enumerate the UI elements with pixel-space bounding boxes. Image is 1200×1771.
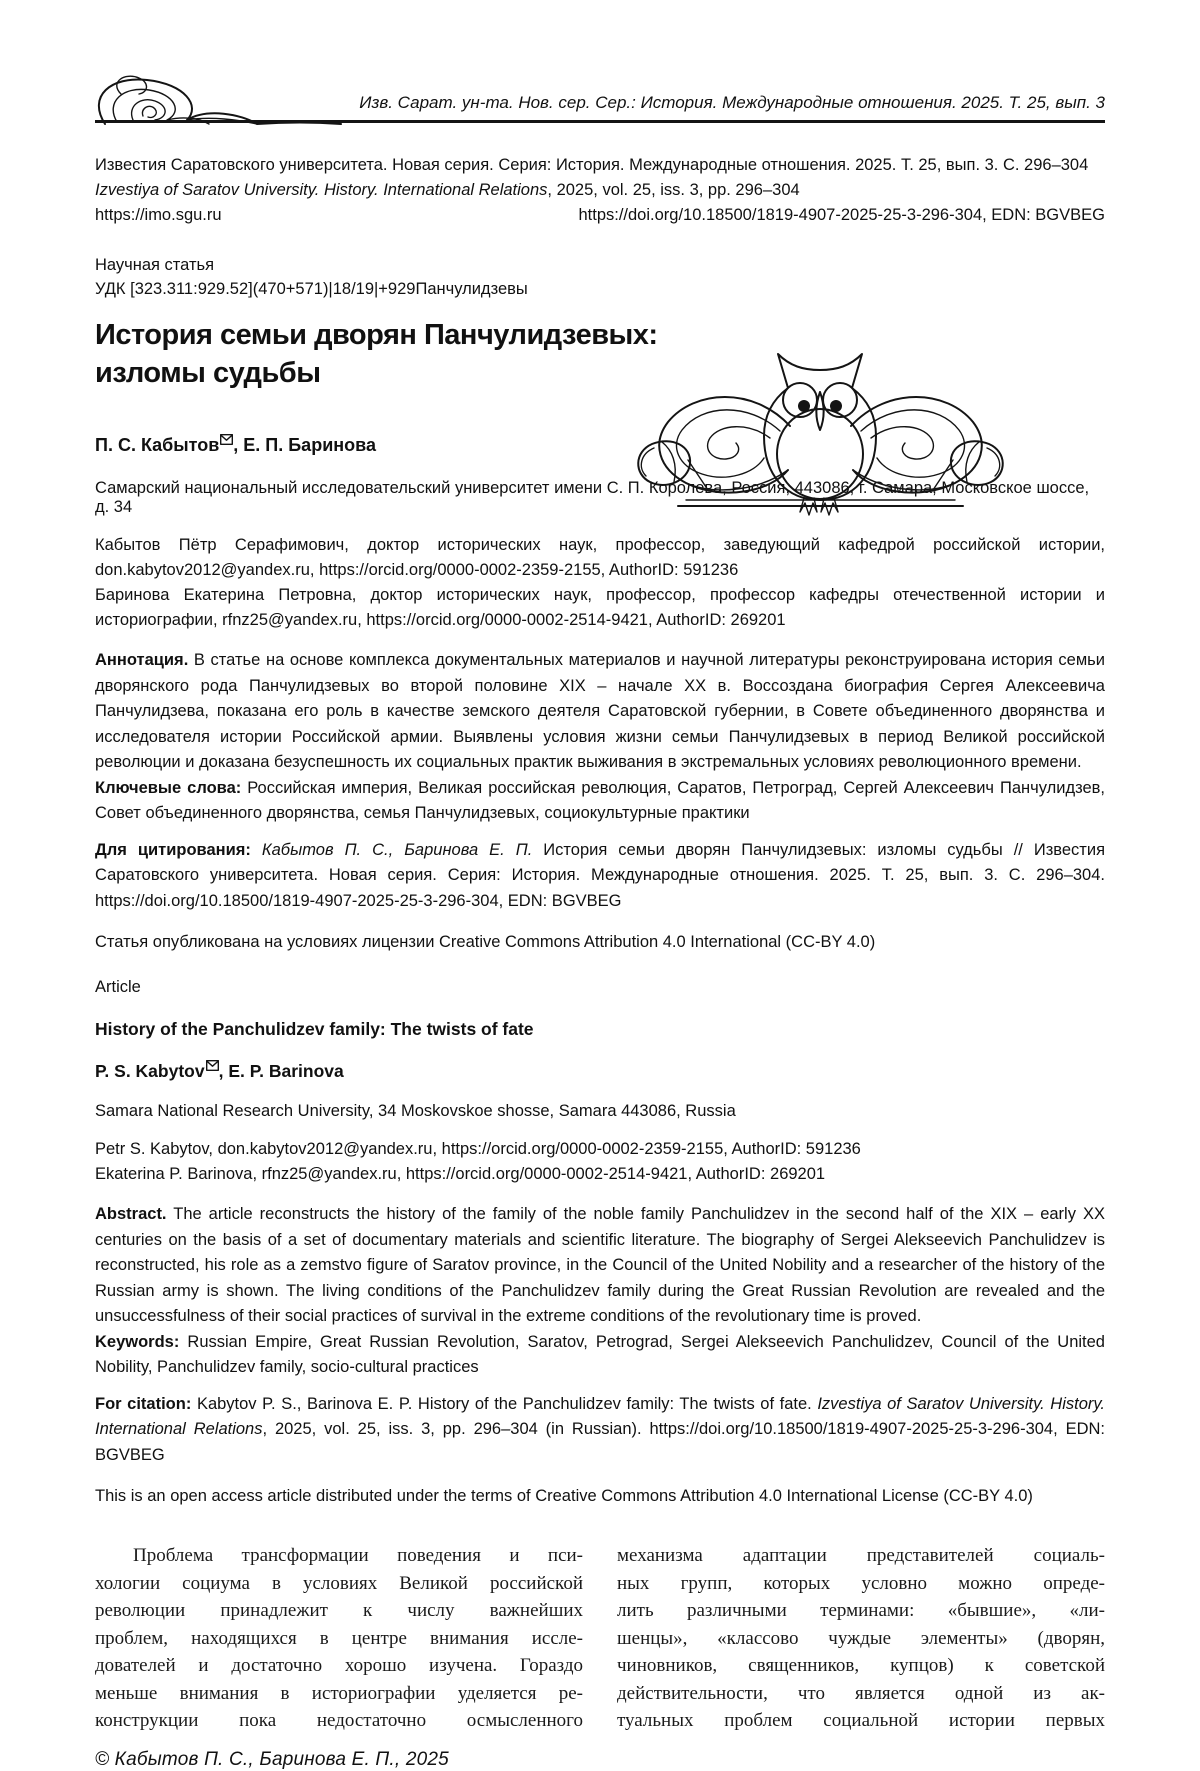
body-line: туальных проблем социальной истории первых (617, 1710, 1105, 1731)
license-en: This is an open access article distributed under the terms of Creative Commons Attribution 4.0 International License (CC-BY 4.0) (95, 1487, 1033, 1505)
art-nouveau-ornament-icon (91, 74, 341, 130)
affiliation-en: Samara National Research University, 34 Moskovskoe shosse, Samara 443086, Russia (95, 1102, 736, 1120)
body-line: Проблема трансформации поведения и пси- (133, 1545, 583, 1566)
body-column-left (95, 1542, 583, 1735)
udc-line: УДК [323.311:929.52](470+571)|18/19|+929Панчулидзевы (95, 280, 528, 298)
body-column-right (617, 1542, 1105, 1735)
article-type-label: Научная статья (95, 256, 215, 274)
article-type-en: Article (95, 978, 141, 996)
article-title-ru: История семьи дворян Панчулидзевых: изломы судьбы (95, 319, 658, 389)
envelope-icon (206, 1060, 219, 1071)
body-line: проблем, находящихся в центре внимания иссле- (95, 1627, 583, 1649)
authors-ru: П. С. Кабытов , Е. П. Баринова (95, 435, 376, 455)
body-line: конструкции пока недостаточно осмысленного (95, 1710, 583, 1731)
masthead-ru-line: Известия Саратовского университета. Новая серия. Серия: История. Международные отношения. 2025. Т. 25, вып. 3. С. 296–304 (95, 156, 1089, 174)
body-line: ных групп, которых условно можно опреде- (617, 1572, 1105, 1594)
author2-info-en: Ekaterina P. Barinova, rfnz25@yandex.ru, https://orcid.org/0000-0002-2514-9421, AuthorID: 269201 (95, 1165, 826, 1183)
body-line: шенцы», «классово чуждые элементы» (дворян, (617, 1627, 1105, 1649)
affiliation-ru: Самарский национальный исследовательский университет имени С. П. Королева, Россия, 443086, г. Самара, Московское шоссе, д. 34 (95, 479, 1090, 516)
body-line: чиновников, священников, купцов) к советской (617, 1655, 1105, 1676)
abstract-ru: Аннотация. В статье на основе комплекса документальных материалов и научной литературы реконструирована история семьи дворянского рода Панчулидзевых во второй половине XIX – начале XX в. Воссоздана биография Сергея Алексеевича Панчулидзева, показана его роль в качестве земского деятеля Саратовской губернии, в Совете объединенного дворянства и исследователя истории Российской армии. Выявлены условия жизни семьи Панчулидзевых в период Великой российской революции и доказана безуспешность их социальных практик выживания в экстремальных условиях революционного времени. (95, 651, 1105, 771)
body-line: механизма адаптации представителей социаль- (617, 1545, 1105, 1566)
authors-en: P. S. Kabytov , E. P. Barinova (95, 1061, 344, 1081)
running-head (95, 74, 1105, 123)
body-line: революции принадлежит к числу важнейших (95, 1600, 583, 1621)
envelope-icon (220, 434, 233, 445)
citation-en: For citation: Kabytov P. S., Barinova E. P. History of the Panchulidzev family: The twists of fate. Izvestiya of Saratov University. History. International Relations, 2025, vol. 25, iss. 3, pp. 296–304 (in Russian). https://doi.org/10.18500/1819-4907-2025-25-3-296-304, EDN: BGVBEG (95, 1394, 1106, 1464)
citation-ru: Для цитирования: Кабытов П. С., Баринова Е. П. История семьи дворян Панчулидзевых: изломы судьбы // Известия Саратовского университета. Новая серия. Серия: История. Международные отношения. 2025. Т. 25, вып. 3. С. 296–304. https://doi.org/10.18500/1819-4907-2025-25-3-296-304, EDN: BGVBEG (95, 840, 1105, 910)
abstract-en: Abstract. The article reconstructs the history of the family of the noble family Panchulidzev in the second half of the XIX – early XX centuries on the basis of a set of documentary materials and scientific literature. The biography of Sergei Alekseevich Panchulidzev is reconstructed, his role as a zemstvo figure of Saratov province, in the Council of the United Nobility and a researcher of the history of the Russian army is shown. The living conditions of the Panchulidzev family during the Great Russian Revolution are revealed and the unsuccessfulness of their social practices of survival in the extreme conditions of the revolutionary time is proved. (95, 1205, 1105, 1325)
body-line: хологии социума в условиях Великой российской (95, 1572, 583, 1594)
body-line: лить различными терминами: «бывшие», «ли- (617, 1600, 1105, 1621)
masthead (95, 153, 1105, 228)
doi-edn-link[interactable]: https://doi.org/10.18500/1819-4907-2025-25-3-296-304, EDN: BGVBEG (578, 206, 1105, 224)
masthead-en-line: Izvestiya of Saratov University. History. International Relations, 2025, vol. 25, iss. 3, pp. 296–304 (95, 181, 800, 199)
article-type-block (95, 253, 1105, 301)
journal-page (0, 74, 1200, 1771)
article-title-en: History of the Panchulidzev family: The twists of fate (95, 1019, 534, 1039)
author1-info-en: Petr S. Kabytov, don.kabytov2012@yandex.ru, https://orcid.org/0000-0002-2359-2155, AuthorID: 591236 (95, 1140, 861, 1158)
owl-illustration (628, 330, 1013, 522)
keywords-ru: Ключевые слова: Российская империя, Великая российская революция, Саратов, Петроград, Сергей Алексеевич Панчулидзев, Совет объединенного дворянства, семья Панчулидзевых, социокультурные практики (95, 778, 1105, 822)
author1-info-ru: Кабытов Пётр Серафимович, доктор исторических наук, профессор, заведующий кафедрой российской истории, don.kabytov2012@yandex.ru, https://orcid.org/0000-0002-2359-2155, AuthorID: 591236 (95, 536, 1105, 579)
body-line: дователей и достаточно хорошо изучена. Гораздо (95, 1655, 583, 1676)
body-line: действительности, что является одной из ак- (617, 1682, 1105, 1704)
running-head-text: Изв. Сарат. ун-та. Нов. сер. Сер.: История. Международные отношения. 2025. Т. 25, вып. 3 (359, 93, 1105, 112)
article-body (95, 1542, 1105, 1735)
body-line: меньше внимания в историографии уделяется ре- (95, 1682, 583, 1704)
author2-info-ru: Баринова Екатерина Петровна, доктор исторических наук, профессор, профессор кафедры отечественной истории и историографии, rfnz25@yandex.ru, https://orcid.org/0000-0002-2514-9421, AuthorID: 269201 (95, 586, 1105, 629)
journal-site-link[interactable]: https://imo.sgu.ru (95, 206, 222, 224)
copyright-line: © Кабытов П. С., Баринова Е. П., 2025 (95, 1748, 449, 1770)
author-info-en (95, 1137, 1105, 1187)
license-ru: Статья опубликована на условиях лицензии Creative Commons Attribution 4.0 International (CC-BY 4.0) (95, 933, 876, 951)
author-info-ru (95, 533, 1105, 633)
keywords-en: Keywords: Russian Empire, Great Russian Revolution, Saratov, Petrograd, Sergei Alekseevich Panchulidzev, Council of the United Nobility, Panchulidzev family, socio-cultural practices (95, 1332, 1105, 1376)
